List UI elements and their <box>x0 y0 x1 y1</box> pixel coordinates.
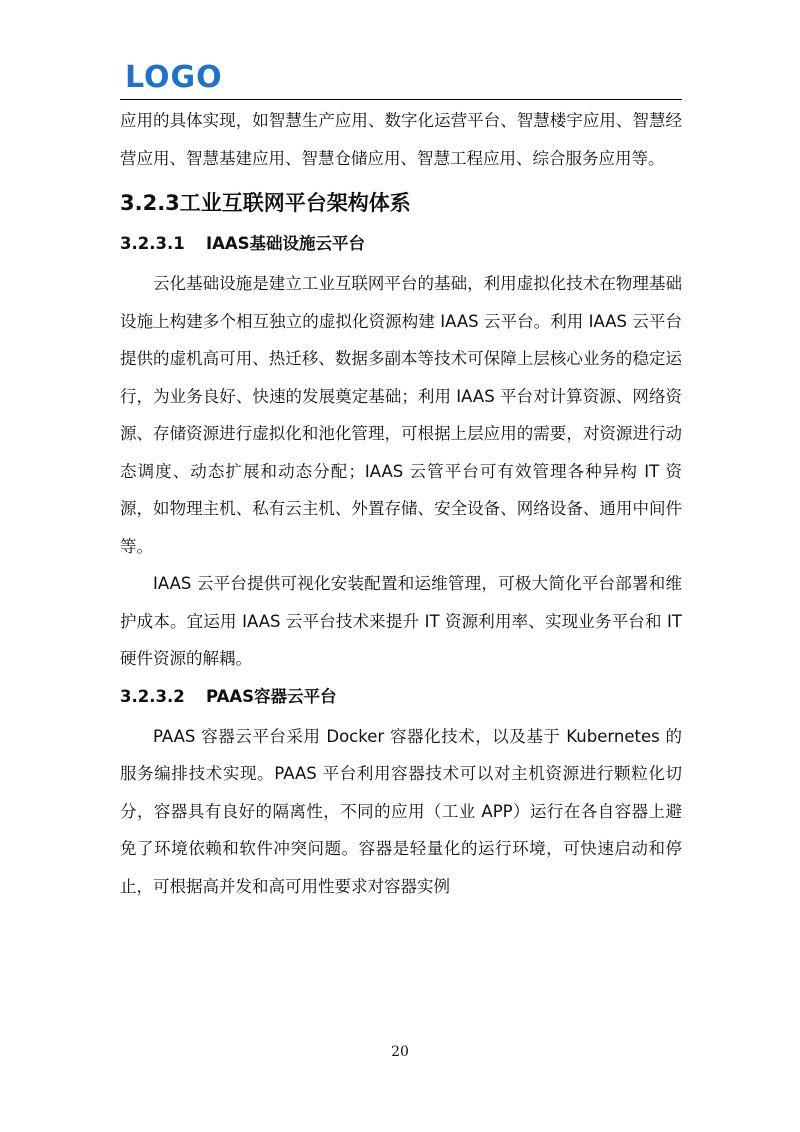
heading-section-3-2-3-1 <box>120 227 682 261</box>
heading-number: 3.2.3.2 <box>120 686 185 706</box>
heading-title: IAAS基础设施云平台 <box>206 234 366 253</box>
heading-number: 3.2.3.1 <box>120 234 185 253</box>
paragraph-iaas-1: 云化基础设施是建立工业互联网平台的基础，利用虚拟化技术在物理基础设施上构建多个相互独立的虚拟化资源构建 IAAS 云平台。利用 IAAS 云平台提供的虚机高可用、热迁移、数据多副本等技术可保障上层核心业务的稳定运行，为业务良好、快速的发展奠定基础；利用 IAAS 平台对计算资源、网络资源、存储资源进行虚拟化和池化管理，可根据上层应用的需要，对资源进行动态调度、动态扩展和动态分配；IAAS 云管平台可有效管理各种异构 IT 资源，如物理主机、私有云主机、外置存储、安全设备、网络设备、通用中间件等。 <box>120 274 682 556</box>
heading-section-3-2-3: 3.2.3工业互联网平台架构体系 <box>120 191 411 215</box>
document-body <box>120 102 682 905</box>
logo: LOGO <box>125 60 223 95</box>
paragraph-paas-1: PAAS 容器云平台采用 Docker 容器化技术，以及基于 Kubernetes 的服务编排技术实现。PAAS 平台利用容器技术可以对主机资源进行颗粒化切分，容器具有良好的隔离性，不同的应用（工业 APP）运行在各自容器上避免了环境依赖和软件冲突问题。容器是轻量化的运行环境，可快速启动和停止，可根据高并发和高可用性要求对容器实例 <box>120 726 682 896</box>
header-divider <box>120 99 682 100</box>
heading-title: PAAS容器云平台 <box>206 686 337 706</box>
paragraph-iaas-2: IAAS 云平台提供可视化安装配置和运维管理，可极大简化平台部署和维护成本。宜运用 IAAS 云平台技术来提升 IT 资源利用率、实现业务平台和 IT 硬件资源的解耦。 <box>120 574 682 668</box>
paragraph-intro: 应用的具体实现，如智慧生产应用、数字化运营平台、智慧楼宇应用、智慧经营应用、智慧基建应用、智慧仓储应用、智慧工程应用、综合服务应用等。 <box>120 111 682 168</box>
page-number: 20 <box>391 1044 409 1060</box>
heading-section-3-2-3-2 <box>120 680 682 714</box>
